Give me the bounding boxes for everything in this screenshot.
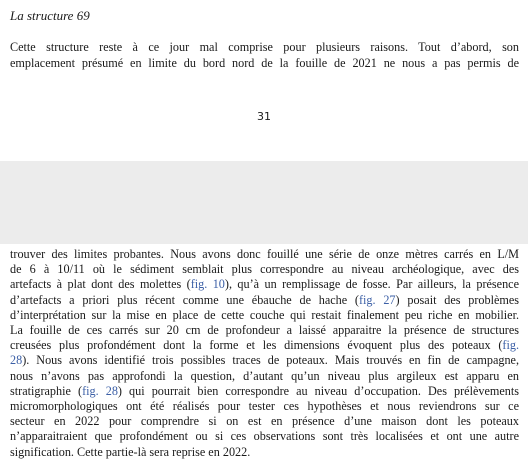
- text-line: d’artefacts a priori plus récent comme une ébauche de hache (fig. 27) posait des problèmes: [10, 292, 520, 307]
- text-line: La fouille de ces carrés sur 20 cm de profondeur a laissé apparaitre la présence de structures: [10, 323, 519, 338]
- text-line: secteur en 2022 pour comprendre si on est en présence d’une maison dont les poteaux: [10, 414, 519, 429]
- figure-link[interactable]: 28: [10, 353, 23, 368]
- page-separator: [0, 161, 528, 244]
- text-line: stratigraphie (fig. 28) qui pourrait bien correspondre au niveau d’occupation. Des prélèvements: [10, 383, 519, 398]
- paragraph-bottom: [10, 247, 519, 460]
- figure-link[interactable]: fig. 10: [190, 277, 225, 292]
- figure-link[interactable]: fig. 27: [358, 292, 396, 307]
- text-line: creusées plus profondément dont la forme et les dimensions évoquent plus des poteaux (fig.: [10, 338, 519, 353]
- text-line: nous n’avons pas approfondi la question, d’autant qu’un niveau plus argileux est apparu en: [10, 368, 519, 383]
- text-line: d’interprétation sur la mise en place de cette couche qui restait finalement peu riche en mobilier.: [10, 307, 519, 322]
- text-line: emplacement présumé en limite du bord nord de la fouille de 2021 ne nous a pas permis de: [10, 56, 519, 70]
- text-line: trouver des limites probantes. Nous avons donc fouillé une série de onze mètres carrés en L/M: [10, 247, 519, 261]
- page-top: [0, 0, 528, 161]
- text-line: artefacts à plat dont des molettes (fig. 10), qu’à un remplissage de fosse. Par ailleurs, la présence: [10, 277, 519, 292]
- text-line: signification. Cette partie-là sera reprise en 2022.: [10, 444, 251, 459]
- text-line: Cette structure reste à ce jour mal comprise pour plusieurs raisons. Tout d’abord, son: [10, 40, 519, 54]
- paragraph-top: [10, 39, 519, 71]
- figure-link[interactable]: fig.: [502, 338, 519, 353]
- page-number: 31: [257, 110, 271, 123]
- text-line: de 6 à 10/11 où le sédiment semblait plus correspondre au niveau archéologique, avec des: [10, 262, 519, 277]
- figure-link[interactable]: fig. 28: [82, 383, 118, 398]
- text-line: 28). Nous avons identifié trois possibles traces de poteaux. Mais trouvés en fin de campagne,: [10, 353, 519, 368]
- section-heading: La structure 69: [10, 8, 90, 23]
- text-line: micromorphologiques ont été réalisés pour tester ces hypothèses et nous reviendrons sur ce: [10, 399, 519, 414]
- text-line: n’apparaitraient que profondément ou si ces observations sont très localisées et ont une autre: [10, 429, 519, 444]
